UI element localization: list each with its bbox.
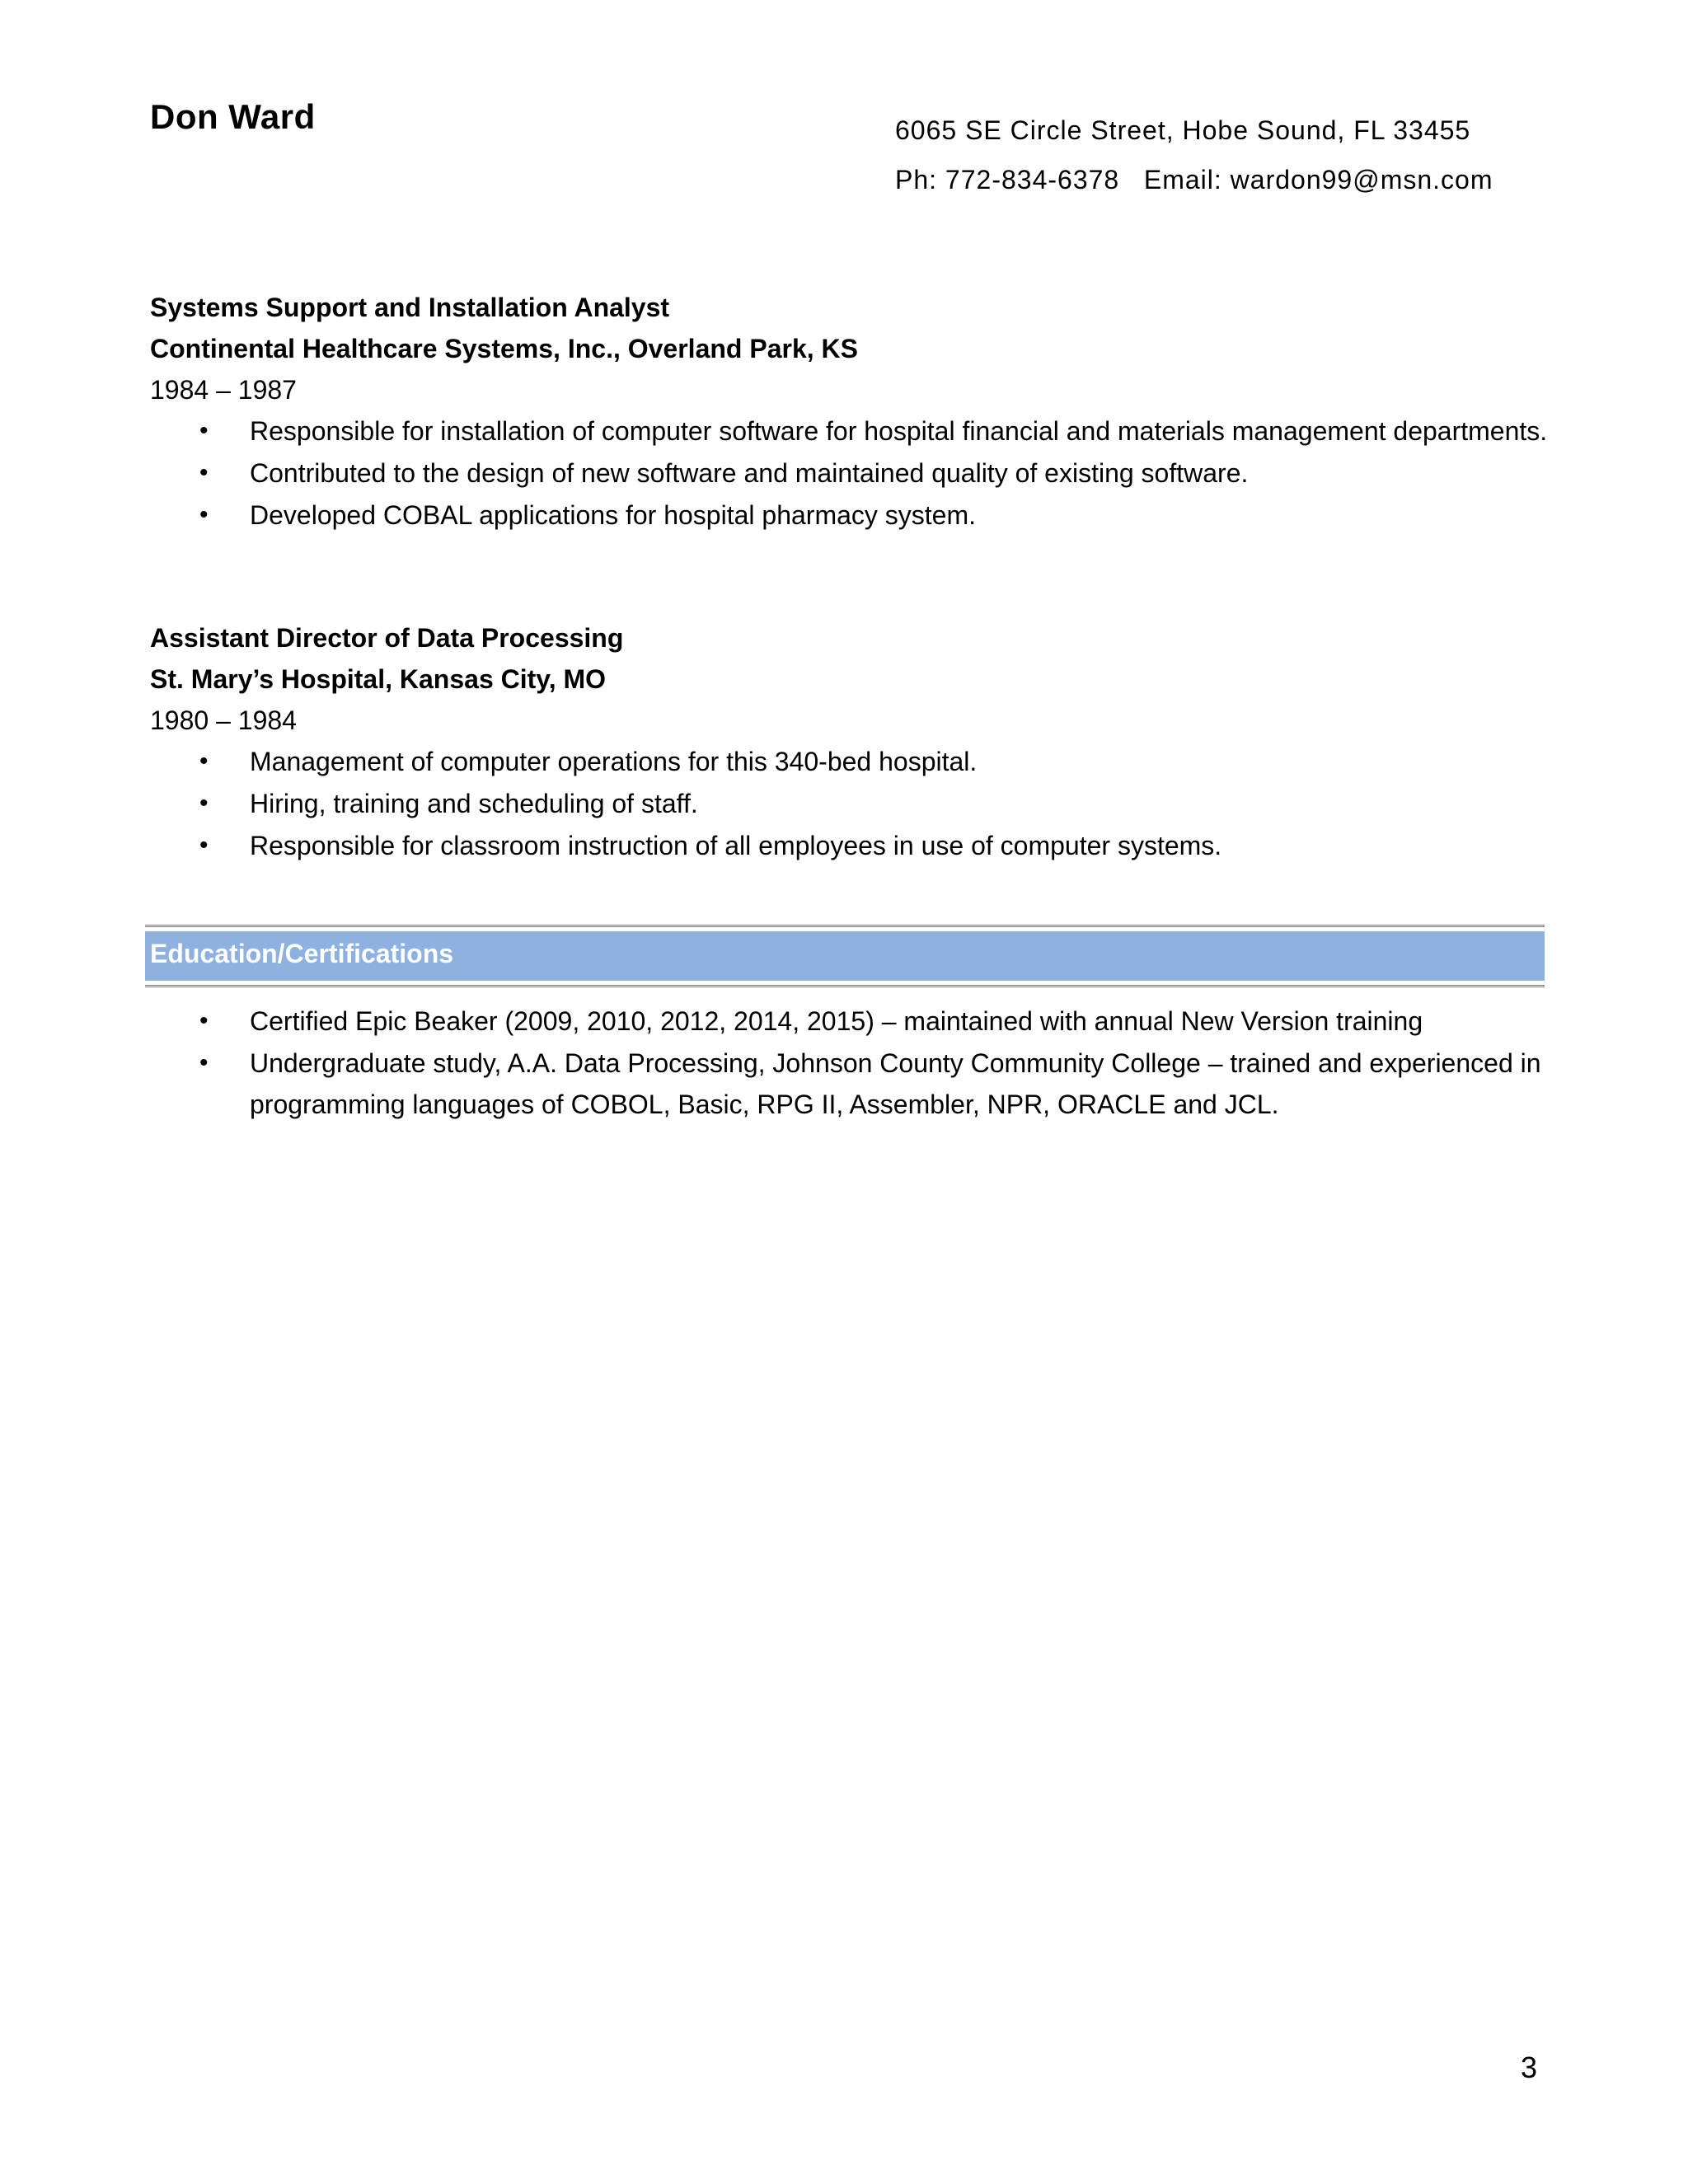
job-company: St. Mary’s Hospital, Kansas City, MO: [150, 664, 607, 694]
bullet-icon: •: [199, 1049, 209, 1076]
job-dates: 1984 – 1987: [150, 375, 297, 405]
education-bullet: [150, 1043, 1551, 1125]
job-bullet: [150, 783, 1551, 824]
job-bullet-text: Hiring, training and scheduling of staff.: [250, 789, 698, 818]
job-bullet-text: Management of computer operations for this 340-bed hospital.: [250, 747, 978, 776]
job-dates: 1980 – 1984: [150, 705, 297, 735]
candidate-name: Don Ward: [150, 97, 316, 136]
bullet-icon: •: [199, 1007, 209, 1034]
job-company: Continental Healthcare Systems, Inc., Overland Park, KS: [150, 334, 858, 363]
job-bullet: [150, 410, 1551, 452]
address-line: 6065 SE Circle Street, Hobe Sound, FL 33455: [895, 115, 1471, 145]
job-title: Assistant Director of Data Processing: [150, 623, 624, 653]
page-number: 3: [1521, 2050, 1538, 2084]
job-bullet-list: [150, 410, 1551, 536]
job-bullet-text: Developed COBAL applications for hospital pharmacy system.: [250, 500, 977, 530]
education-bullet-text: Certified Epic Beaker (2009, 2010, 2012, 2014, 2015) – maintained with annual New Version training: [250, 1006, 1423, 1036]
job-bullet-list: [150, 741, 1551, 866]
job-bullet-text: Responsible for classroom instruction of all employees in use of computer systems.: [250, 831, 1222, 860]
job-bullet: [150, 452, 1551, 494]
education-bullet-text: Undergraduate study, A.A. Data Processing, Johnson County Community College – trained and experienced in programming languages of COBOL, Basic, RPG II, Assembler, NPR, ORACLE and JCL.: [250, 1048, 1541, 1119]
job-title: Systems Support and Installation Analyst: [150, 293, 670, 322]
section-heading: Education/Certifications: [150, 939, 454, 968]
job-bullet: [150, 741, 1551, 782]
education-list-block: [150, 1001, 1551, 1126]
bullet-icon: •: [199, 748, 209, 775]
job-bullet: [150, 825, 1551, 866]
education-bullet-list: [150, 1001, 1551, 1125]
bullet-icon: •: [199, 832, 209, 859]
bullet-icon: •: [199, 417, 209, 444]
bullet-icon: •: [199, 790, 209, 817]
education-bullet: [150, 1001, 1551, 1042]
job-entry: [150, 287, 1551, 537]
bullet-icon: •: [199, 501, 209, 528]
education-section-header: [145, 925, 1545, 987]
bullet-icon: •: [199, 459, 209, 486]
job-bullet-text: Responsible for installation of computer software for hospital financial and materials management departments.: [250, 416, 1548, 446]
contact-block: [895, 105, 1493, 204]
phone-email-line: Ph: 772-834-6378 Email: wardon99@msn.com: [895, 165, 1493, 194]
job-entry: [150, 617, 1551, 867]
job-bullet-text: Contributed to the design of new software and maintained quality of existing software.: [250, 458, 1249, 488]
job-bullet: [150, 494, 1551, 536]
